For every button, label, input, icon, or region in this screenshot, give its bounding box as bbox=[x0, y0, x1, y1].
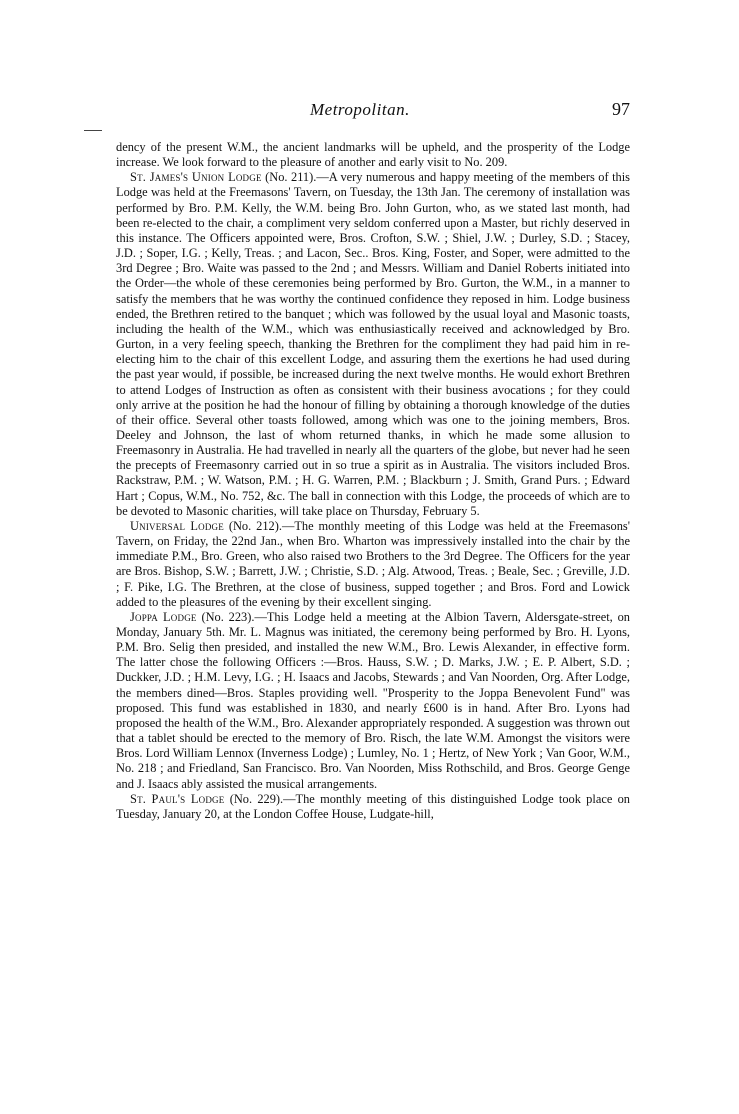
paragraph-joppa-lodge bbox=[116, 610, 630, 792]
paragraph-text: (No. 211).—A very numerous and happy meeting of the members of this Lodge was held at the Freemasons' Tavern, on Tuesday, the 13th Jan. The ceremony of installation was performed by Bro. P.M. Kelly, the W.M. being Bro. John Gurton, who, as we stated last month, had been re-elected to the chair, a compliment very seldom conferred upon a Master, but richly deserved in this instance. The Officers appointed were, Bros. Crofton, S.W. ; Shiel, J.W. ; Durley, S.D. ; Stacey, J.D. ; Soper, I.G. ; Kelly, Treas. ; and Lacon, Sec.. Bros. King, Foster, and Soper, were admitted to the 3rd Degree ; Bro. Waite was passed to the 2nd ; and Messrs. William and Daniel Roberts initiated into the Order—the whole of these ceremonies being performed by Bro. Gurton, the W.M., in a manner to satisfy the members that he was worthy the continued confidence they reposed in him. Lodge business ended, the Brethren retired to the banquet ; which was followed by the usual loyal and Masonic toasts, including the health of the W.M., which was enthusiastically received and acknowledged by Bro. Gurton, in a very feeling speech, thanking the Brethren for the compliment they had paid him in re-electing him to the chair of this excellent Lodge, and assuring them the exertions he had used during the past year would, if possible, be increased during the next twelve months. He would exhort Brethren to attend Lodges of Instruction as often as consistent with their business avocations ; for they could only arrive at the position he had the honour of filling by obtaining a thorough knowledge of the duties of their office. Several other toasts followed, among which was one to the joining members, Bros. Deeley and Johnson, the last of whom returned thanks, in which he made some allusion to Freemasonry in Australia. He had travelled in nearly all the quarters of the globe, but never had he seen the precepts of Freemasonry carried out in so true a spirit as in Australia. The visitors included Bros. Rackstraw, P.M. ; W. Watson, P.M. ; H. G. Warren, P.M. ; Blackburn ; J. Smith, Grand Purs. ; Edward Hart ; Copus, W.M., No. 752, &c. The ball in connection with this Lodge, the proceeds of which are to be devoted to Masonic charities, will take place on Thursday, February 5. bbox=[116, 170, 630, 518]
article-body bbox=[116, 140, 630, 822]
lodge-name: Universal Lodge bbox=[130, 518, 224, 533]
paragraph-continuation bbox=[116, 140, 630, 170]
running-title: Metropolitan. bbox=[310, 100, 410, 119]
paragraph-st-pauls-lodge bbox=[116, 792, 630, 822]
paragraph-text: dency of the present W.M., the ancient landmarks will be upheld, and the prosperity of the Lodge increase. We look forward to the pleasure of another and early visit to No. 209. bbox=[116, 140, 630, 170]
running-header bbox=[116, 100, 630, 126]
paragraph-text: (No. 229).—The monthly meeting of this distinguished Lodge took place on Tuesday, January 20, at the London Coffee House, Ludgate-hill, bbox=[116, 791, 630, 821]
margin-rule bbox=[84, 130, 102, 131]
lodge-name: Joppa Lodge bbox=[130, 609, 197, 624]
paragraph-universal-lodge bbox=[116, 519, 630, 610]
paragraph-st-james-union-lodge bbox=[116, 170, 630, 519]
page-number: 97 bbox=[612, 99, 630, 119]
lodge-name: St. Paul's Lodge bbox=[130, 791, 225, 806]
paragraph-text: (No. 212).—The monthly meeting of this Lodge was held at the Freemasons' Tavern, on Friday, the 22nd Jan., when Bro. Wharton was impressively installed into the chair by the immediate P.M., Bro. Green, who also raised two Brothers to the 3rd Degree. The Officers for the year are Bros. Bishop, S.W. ; Barrett, J.W. ; Christie, S.D. ; Alg. Atwood, Treas. ; Beale, Sec. ; Greville, J.D. ; F. Pike, I.G. The Brethren, at the close of business, supped together ; and Bros. Ford and Lowick added to the pleasures of the evening by their excellent singing. bbox=[116, 518, 630, 609]
lodge-name: St. James's Union Lodge bbox=[130, 170, 262, 185]
paragraph-text: (No. 223).—This Lodge held a meeting at the Albion Tavern, Aldersgate-street, on Monday, January 5th. Mr. L. Magnus was initiated, the ceremony being performed by Bro. H. Lyons, P.M. Bro. Selig then presided, and installed the new W.M., Bro. Lewis Alexander, in effective form. The latter chose the following Officers :—Bros. Hauss, S.W. ; D. Marks, J.W. ; E. P. Albert, S.D. ; Duckker, J.D. ; H.M. Levy, I.G. ; H. Isaacs and Jacobs, Stewards ; and Van Noorden, Org. After Lodge, the members dined—Bros. Staples providing well. "Prosperity to the Joppa Benevolent Fund" was proposed. This fund was established in 1830, and nearly £600 is in hand. After Bro. Lyons had proposed the health of the W.M., Bro. Alexander appropriately responded. A suggestion was thrown out that a tablet should be erected to the memory of Bro. Risch, the late W.M. Amongst the visitors were Bros. Lord William Lennox (Inverness Lodge) ; Lumley, No. 1 ; Hertz, of New York ; Van Goor, W.M., No. 218 ; and Friedland, San Francisco. Bro. Van Noorden, Miss Rothschild, and Bros. George Genge and J. Isaacs ably assisted the musical arrangements. bbox=[116, 609, 630, 791]
